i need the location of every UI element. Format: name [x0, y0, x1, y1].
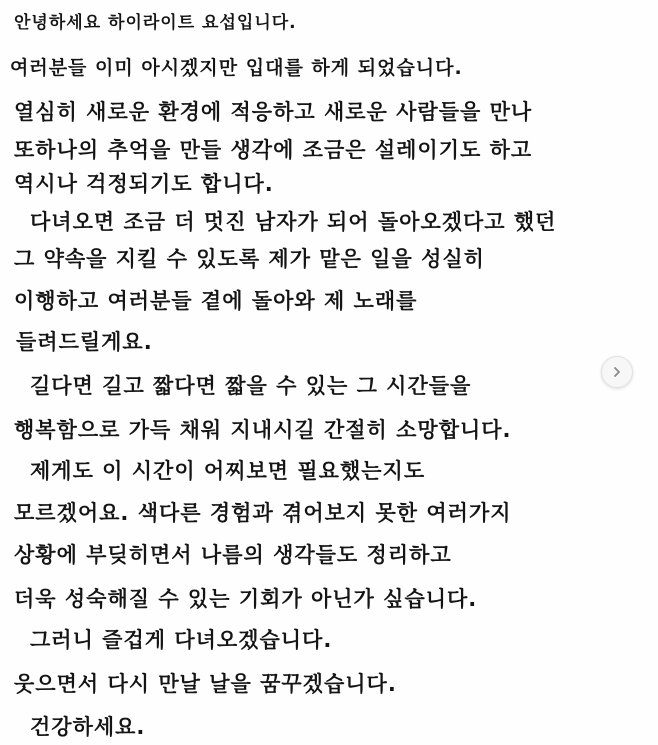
letter-line-16: 그러니 즐겁게 다녀오겠습니다. — [30, 628, 333, 652]
letter-line-14: 상황에 부딪히면서 나름의 생각들도 정리하고 — [14, 543, 452, 567]
letter-line-3: 열심히 새로운 환경에 적응하고 새로운 사람들을 만나 — [14, 100, 533, 124]
letter-line-2: 여러분들 이미 아시겠지만 입대를 하게 되었습니다. — [10, 57, 463, 79]
chevron-right-icon — [611, 366, 623, 378]
letter-line-17: 웃으면서 다시 만날 날을 꿈꾸겠습니다. — [14, 672, 397, 696]
letter-line-10: 길다면 길고 짧다면 짧을 수 있는 그 시간들을 — [30, 374, 472, 398]
letter-line-18: 건강하세요. — [30, 715, 146, 739]
letter-line-8: 이행하고 여러분들 곁에 돌아와 제 노래를 — [14, 289, 418, 313]
letter-line-5: 역시나 걱정되기도 합니다. — [14, 172, 274, 196]
next-image-button[interactable] — [601, 356, 633, 388]
letter-line-13: 모르겠어요. 색다른 경험과 겪어보지 못한 여러가지 — [14, 501, 512, 525]
letter-line-6: 다녀오면 조금 더 멋진 남자가 되어 돌아오겠다고 했던 — [30, 210, 557, 234]
letter-line-15: 더욱 성숙해질 수 있는 기회가 아닌가 싶습니다. — [14, 587, 478, 611]
letter-line-4: 또하나의 추억을 만들 생각에 조금은 설레이기도 하고 — [14, 138, 533, 162]
letter-line-1: 안녕하세요 하이라이트 요섭입니다. — [14, 13, 297, 33]
letter-line-11: 행복함으로 가득 채워 지내시길 간절히 소망합니다. — [14, 418, 512, 442]
letter-line-9: 들려드릴게요. — [16, 330, 153, 354]
letter-line-7: 그 약속을 지킬 수 있도록 제가 맡은 일을 성실히 — [14, 247, 485, 271]
letter-line-12: 제게도 이 시간이 어찌보면 필요했는지도 — [30, 459, 426, 483]
